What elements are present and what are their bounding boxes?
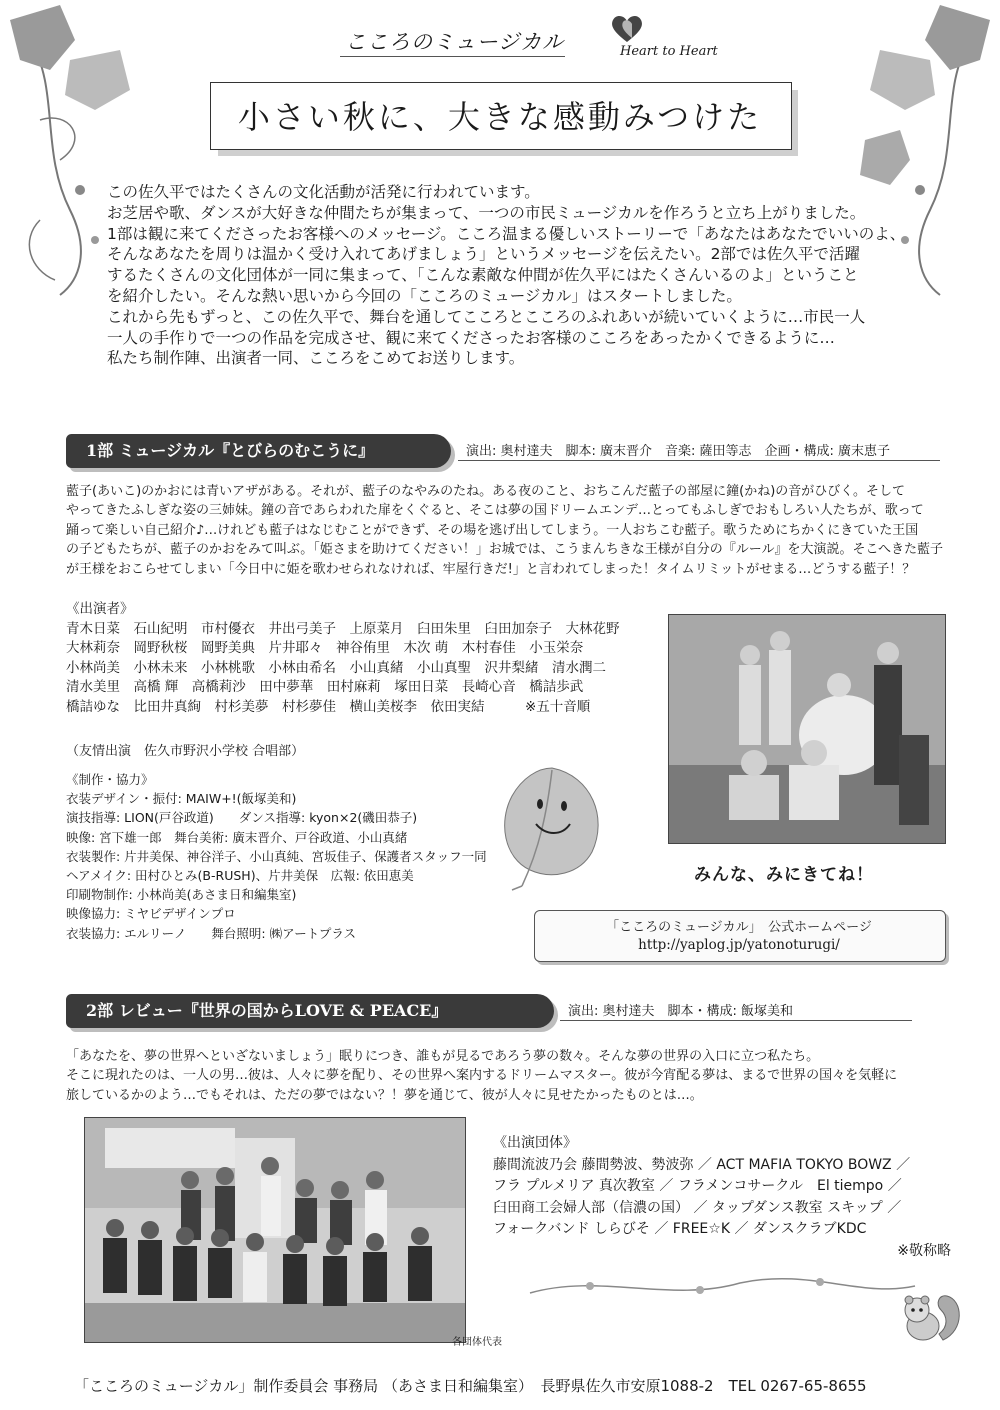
part1-synopsis-line: 踊って楽しい自己紹介♪…けれども藍子はなじむことができず、その場を逃げ出してしまう。一人おちこむ藍子。歌うためにちかくにきていた王国 xyxy=(66,522,919,538)
group-line: 藤間流波乃会 藤間勢波、勢波弥 ／ ACT MAFIA TOKYO BOWZ ／ xyxy=(493,1156,911,1173)
group-photo xyxy=(84,1117,466,1343)
group-line: フォークバンド しらびそ ／ FREE☆K ／ ダンスクラブKDC xyxy=(493,1221,867,1238)
part2-synopsis xyxy=(66,1047,926,1105)
part1-synopsis-line: が王様をおこらせてしまい「今日中に姫を歌わせられなければ、牢屋行きだ!」と言われてしまった！タイムリミットがせまる…どうする藍子！？ xyxy=(66,561,916,577)
squirrel-mascot-illustration xyxy=(895,1290,965,1345)
part1-synopsis-line: 藍子(あいこ)のかおには青いアザがある。それが、藍子のなやみのたね。ある夜のこと、おちこんだ藍子の部屋に鐘(かね)の音がひびく。そして xyxy=(66,484,906,499)
production-line: ヘアメイク: 田村ひとみ(B-RUSH)、片井美保 広報: 依田恵美 xyxy=(66,868,414,884)
performing-groups xyxy=(493,1133,963,1263)
stage-photo xyxy=(668,614,946,844)
cast-list xyxy=(66,600,666,718)
part1-credits: 演出: 奥村達夫 脚本: 廣末晋介 音楽: 薩田等志 企画・構成: 廣末恵子 xyxy=(466,444,891,459)
guest-appearance: （友情出演 佐久市野沢小学校 合唱部） xyxy=(66,744,305,759)
part1-synopsis xyxy=(66,482,943,579)
heart-icon xyxy=(610,14,644,44)
part2-synopsis-line: そこに現れたのは、一人の男…彼は、人々に夢を配り、その世界へ案内するドリームマスター。彼が今宵配る夢は、まるで世界の国々を気軽に xyxy=(66,1068,898,1084)
brand-name: こころのミュージカル xyxy=(345,30,565,54)
production-label: 《制作・協力》 xyxy=(66,772,154,787)
intro-line: 1部は観に来てくださったお客様へのメッセージ。こころ温まる優しいストーリーで「あなたはあなたでいいのよ、 xyxy=(107,224,906,243)
page-title: 小さい秋に、大きな感動みつけた xyxy=(237,98,763,136)
production-line: 演技指導: LION(戸谷政道) ダンス指導: kyon×2(磯田恭子) xyxy=(66,810,418,826)
intro-line: を紹介したい。そんな熱い思いから今回の「こころのミュージカル」はスタートしました。 xyxy=(107,286,742,305)
part2-credits: 演出: 奥村達夫 脚本・構成: 飯塚美和 xyxy=(568,1004,794,1019)
website-url[interactable]: http://yaplog.jp/yatonoturugi/ xyxy=(638,937,840,953)
intro-line: これから先もずっと、この佐久平で、舞台を通してこころとこころのふれあいが続いていくように…市民一人 xyxy=(107,307,866,326)
cast-row: 青木日菜 石山紀明 市村優衣 井出弓美子 上原菜月 臼田朱里 臼田加奈子 大林花野 xyxy=(66,620,620,637)
cast-label: 《出演者》 xyxy=(66,601,134,617)
bottom-right-vine-ornament xyxy=(520,1268,920,1308)
cast-row: 小林尚美 小林未来 小林桃歌 小林由希名 小山真緒 小山真聖 沢井梨緒 清水潤二 xyxy=(66,659,606,676)
intro-line: お芝居や歌、ダンスが大好きな仲間たちが集まって、一つの市民ミュージカルを作ろうと立ち上がりました。 xyxy=(107,203,866,222)
smiling-leaf-illustration xyxy=(492,762,612,892)
production-line: 衣装製作: 片井美保、神谷洋子、小山真純、宮坂佳子、保護者スタッフ一同 xyxy=(66,848,487,864)
intro-line: するたくさんの文化団体が一同に集まって、「こんな素敵な仲間が佐久平にはたくさんいるのよ」ということ xyxy=(107,266,859,285)
group-photo-caption: 各団体代表 xyxy=(452,1337,502,1348)
part2-synopsis-line: 旅しているかのよう…でもそれは、ただの夢ではない？！夢を通じて、彼が人々に見せたかったものとは…。 xyxy=(66,1087,703,1103)
production-credits xyxy=(66,770,506,943)
production-line: 衣装協力: エルリーノ 舞台照明: ㈱アートプラス xyxy=(66,925,356,941)
part1-synopsis-line: やってきたふしぎな姿の三姉妹。鐘の音であらわれた扉をくぐると、そこは夢の国ドリームエンデ…とってもふしぎでおもしろい人たちが、歌って xyxy=(66,503,924,519)
intro-line: 一人の手作りで一つの作品を完成させ、観に来てくださったお客様のこころをあったかくできるように… xyxy=(107,328,835,347)
part2-synopsis-line: 「あなたを、夢の世界へといざないましょう」眠りにつき、誰もが見るであろう夢の数々。そんな夢の世界の入口に立つ私たち。 xyxy=(66,1049,820,1064)
intro-paragraph xyxy=(107,182,907,369)
intro-line: 私たち制作陣、出演者一同、こころをこめてお送りします。 xyxy=(107,349,525,368)
part1-heading: 1部 ミュージカル『とびらのむこうに』 xyxy=(66,434,451,468)
part1-credit-rule xyxy=(458,460,940,461)
cast-row: 清水美里 高橋 輝 高橋莉沙 田中夢華 田村麻莉 塚田日菜 長崎心音 橋詰歩武 xyxy=(66,679,584,696)
production-line: 衣装デザイン・振付: MAIW+!(飯塚美和) xyxy=(66,791,297,807)
part2-heading: 2部 レビュー『世界の国からLOVE & PEACE』 xyxy=(66,994,554,1028)
website-label: 「こころのミュージカル」 公式ホームページ xyxy=(606,920,872,935)
part1-synopsis-line: の子どもたちが、藍子のかおをみて叫ぶ。「姫さまを助けてください！」お城では、こうまんちきな王様が自分の『ルール』を大演説。そこへきた藍子 xyxy=(66,542,943,558)
footer-contact: 「こころのミュージカル」制作委員会 事務局 （あさま日和編集室） 長野県佐久市安原1088-2 TEL 0267-65-8655 xyxy=(74,1377,867,1395)
intro-line: そんなあなたを周りは温かく受け入れてあげましょう」というメッセージを伝えたい。2部では佐久平で活躍 xyxy=(107,245,860,264)
heart-to-heart-tag: Heart to Heart xyxy=(620,44,718,59)
photo-caption-come-see: みんな、みにきてね！ xyxy=(694,865,874,885)
production-line: 映像: 宮下雄一郎 舞台美術: 廣末晋介、戸谷政道、小山真緒 xyxy=(66,829,408,845)
intro-line: この佐久平ではたくさんの文化活動が活発に行われています。 xyxy=(107,183,540,201)
groups-label: 《出演団体》 xyxy=(493,1135,577,1151)
production-line: 映像協力: ミヤビデザインプロ xyxy=(66,906,236,922)
cast-row: 大林莉奈 岡野秋桜 岡野美典 片井耶々 神谷侑里 木次 萌 木村春佳 小玉栄奈 xyxy=(66,640,584,657)
cast-row: 橋詰ゆな 比田井真絢 村杉美夢 村杉夢佳 横山美桜李 依田実結 ※五十音順 xyxy=(66,698,591,715)
group-line: フラ プルメリア 真次教室 ／ フラメンコサークル El tiempo ／ xyxy=(493,1178,902,1195)
group-line: 臼田商工会婦人部（信濃の国） ／ タップダンス教室 スキップ ／ xyxy=(493,1199,902,1216)
brand-underline xyxy=(340,56,565,57)
part2-credit-rule xyxy=(560,1020,912,1021)
production-line: 印刷物制作: 小林尚美(あさま日和編集室) xyxy=(66,887,297,903)
honorific-note: ※敬称略 xyxy=(897,1242,951,1259)
